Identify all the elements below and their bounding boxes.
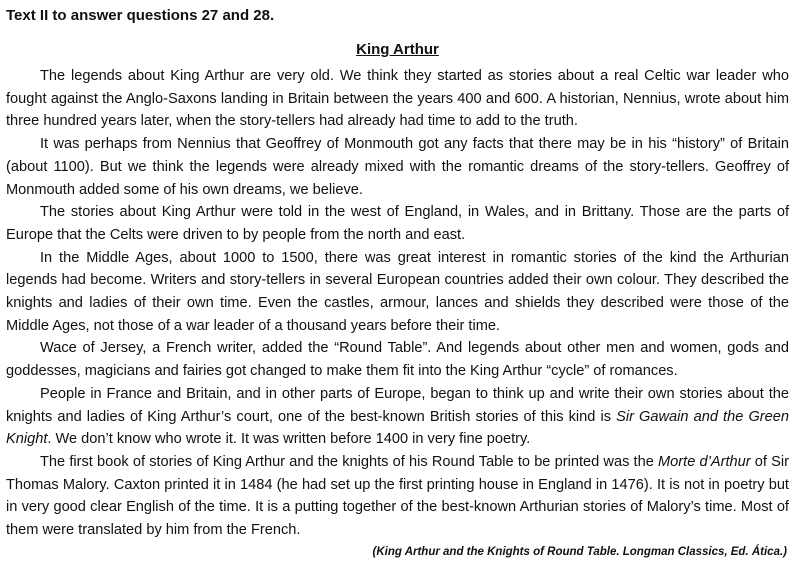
text-body xyxy=(6,65,789,542)
paragraph xyxy=(6,383,789,451)
text-segment: The stories about King Arthur were told in the west of England, in Wales, and in Brittany. Those are the parts of Europe that the Celts were driven to by people from the north and east. xyxy=(6,204,789,243)
paragraph xyxy=(6,201,789,246)
book-title-italic: Sir Gawain and the Green Knight xyxy=(6,408,790,448)
paragraph xyxy=(6,337,789,382)
paragraph xyxy=(6,133,789,201)
paragraph xyxy=(6,451,789,542)
text-segment: of Sir Thomas Malory. Caxton printed it in 1484 (he had set up the first printing house in England in 1476). It is not in poetry but in very good clear English of the time. It is a putting together of the best-known Arthurian stories of Malory’s time. Most of them were translated by him from the French. xyxy=(6,453,789,539)
book-title-italic: Morte d’Arthur xyxy=(658,453,751,470)
text-segment: . We don’t know who wrote it. It was written before 1400 in very fine poetry. xyxy=(47,431,531,448)
text-segment: Wace of Jersey, a French writer, added the “Round Table”. And legends about other men and women, gods and goddesses, magicians and fairies got changed to make them fit into the King Arthur “cycle” of romances. xyxy=(6,340,789,380)
paragraph xyxy=(6,65,789,133)
text-segment: People in France and Britain, and in other parts of Europe, began to think up and write their own stories about the knights and ladies of King Arthur’s court, one of the best-known British stories of this kind is xyxy=(6,385,789,425)
text-segment: The first book of stories of King Arthur and the knights of his Round Table to be printed was the xyxy=(40,453,659,470)
paragraph xyxy=(6,247,789,338)
question-header: Text II to answer questions 27 and 28. xyxy=(6,7,275,24)
text-segment: In the Middle Ages, about 1000 to 1500, there was great interest in romantic stories of the kind the Arthurian legends had become. Writers and story-tellers in several European countries added their own colour. They described the knights and ladies of their own time. Even the castles, armour, lances and shields they described were those of the Middle Ages, not those of a war leader of a thousand years before their time. xyxy=(6,249,789,334)
text-segment: The legends about King Arthur are very old. We think they started as stories about a real Celtic war leader who fought against the Anglo-Saxons landing in Britain between the years 400 and 600. A historian, Nennius, wrote about him three hundred years later, when the story-tellers had already had time to add to the truth. xyxy=(6,68,789,130)
text-segment: It was perhaps from Nennius that Geoffrey of Monmouth got any facts that there may be in his “history” of Britain (about 1100). But we think the legends were already mixed with the romantic dreams of the story-tellers. Geoffrey of Monmouth added some of his own dreams, we believe. xyxy=(6,136,789,198)
source-citation: (King Arthur and the Knights of Round Table. Longman Classics, Ed. Ática.) xyxy=(372,545,787,558)
text-title: King Arthur xyxy=(356,41,439,58)
